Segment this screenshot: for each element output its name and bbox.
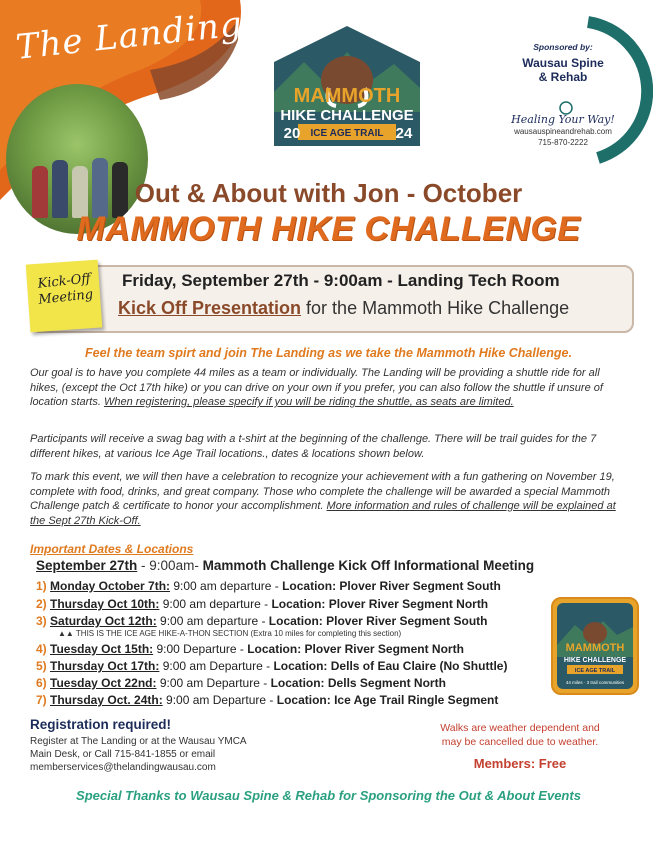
weather-note-line2: may be cancelled due to weather. (441, 736, 599, 748)
kickoff-desc: Mammoth Challenge Kick Off Informational Meeting (202, 558, 535, 573)
page-title: Out & About with Jon - October (134, 178, 523, 208)
sponsor-name (503, 56, 623, 84)
members-price: Members: Free (473, 756, 567, 771)
paragraph-goal (30, 366, 630, 410)
list-item: 5) Thursday Oct 17th: 9:00 am Departure - Location: Dells of Eau Claire (No Shuttle) (36, 659, 508, 673)
logo-year-left: 20 (283, 125, 301, 142)
paragraph-goal-note: When registering, please specify if you will be riding the shuttle, as seats are limited. (103, 396, 514, 408)
kickoff-presentation-rest: for the Mammoth Hike Challenge (301, 298, 570, 318)
paragraph-celebration-note: More information and rules of challenge will be explained at the Sept 27th Kick-Off. (30, 500, 616, 527)
sponsor-name-line2: & Rehab (538, 70, 588, 84)
paragraph-celebration (30, 470, 630, 528)
hikeathon-note: ▲▲ THIS IS THE ICE AGE HIKE-A-THON SECTION (Extra 10 miles for completing this section) (58, 629, 402, 638)
intro-line: Feel the team spirt and join The Landing as we take the Mammoth Hike Challenge. (85, 346, 572, 360)
kickoff-date: September 27th (36, 558, 138, 573)
thanks-footer: Special Thanks to Wausau Spine & Rehab for Sponsoring the Out & About Events (76, 788, 581, 803)
paragraph-swag: Participants will receive a swag bag with a t-shirt at the beginning of the challenge. There will be trail guides for the 7 different hikes, at various Ice Age Trail locations., dates & locations shown below. (30, 433, 597, 460)
list-item: 7) Thursday Oct. 24th: 9:00 am Departure - Location: Ice Age Trail Ringle Segment (36, 693, 499, 707)
kickoff-presentation (118, 298, 638, 319)
logo-year-right: 24 (395, 125, 413, 142)
kickoff-presentation-link[interactable]: Kick Off Presentation (118, 298, 302, 318)
sticky-note-text: Kick-Off Meeting (36, 271, 94, 308)
paragraph-goal-text: Our goal is to have you complete 44 miles as a team or individually. The Landing will be providing a shuttle ride for all hikes, (except the Oct 17th hike) or you can drive on your own if you prefer, you can also follow the shuttle if unsure of location starts. (30, 367, 603, 408)
paragraph-celebration-text: To mark this event, we will then have a celebration to recognize your achievement with a fun gathering on November 19, complete with food, drinks, and great company. Those who complete the challenge will be awarded a special Mammoth Challenge patch & certificate to honor your accomplishment. (30, 471, 615, 512)
dates-heading: Important Dates & Locations (30, 542, 194, 556)
registration-text (30, 735, 310, 774)
weather-note (420, 721, 620, 749)
sponsor-phone: 715-870-2222 (538, 138, 588, 147)
kickoff-datetime: Friday, September 27th - 9:00am - Landing Tech Room (122, 271, 560, 290)
mini-logo-line2: HIKE CHALLENGE (563, 657, 627, 664)
list-item: 6) Tuesday Oct 22nd: 9:00 am Departure - Location: Dells Segment North (36, 676, 446, 690)
list-item: 4) Tuesday Oct 15th: 9:00 Departure - Location: Plover River Segment North (36, 642, 464, 656)
list-item: 2) Thursday Oct 10th: 9:00 am departure - Location: Plover River Segment North (36, 597, 489, 611)
page-subtitle: MAMMOTH HIKE CHALLENGE (76, 210, 581, 248)
mammoth-hike-logo (244, 22, 450, 154)
logo-line2: HIKE CHALLENGE (280, 107, 414, 124)
weather-note-line1: Walks are weather dependent and (440, 722, 600, 734)
logo-banner: ICE AGE TRAIL (310, 128, 384, 139)
logo-line1: MAMMOTH (293, 85, 401, 107)
list-item: 1) Monday October 7th: 9:00 am departure - Location: Plover River Segment South (36, 579, 501, 593)
mini-logo-banner: ICE AGE TRAIL (574, 668, 616, 674)
registration-line2: Main Desk, or Call 715-841-1855 or email (30, 749, 216, 760)
list-item: 3) Saturday Oct 12th: 9:00 am departure - Location: Plover River Segment South (36, 614, 488, 628)
registration-line1: Register at The Landing or at the Wausau YMCA (30, 736, 247, 747)
sponsor-label: Sponsored by: (533, 42, 593, 52)
mini-logo-line1: MAMMOTH (565, 642, 625, 654)
registration-email[interactable]: memberservices@thelandingwausau.com (30, 762, 216, 773)
mini-logo-footer: 44 miles · 3 trail communities (565, 680, 625, 685)
sponsor-website[interactable]: wausauspineandrehab.com (514, 127, 612, 136)
registration-heading: Registration required! (30, 717, 172, 732)
kickoff-time: - 9:00am- (137, 558, 203, 573)
brand-title: The Landing (14, 4, 245, 68)
kickoff-date-line (36, 558, 636, 573)
sponsor-name-line1: Wausau Spine (522, 56, 604, 70)
mini-mammoth-logo (551, 597, 639, 695)
sponsor-tagline: Healing Your Way! (511, 113, 615, 126)
